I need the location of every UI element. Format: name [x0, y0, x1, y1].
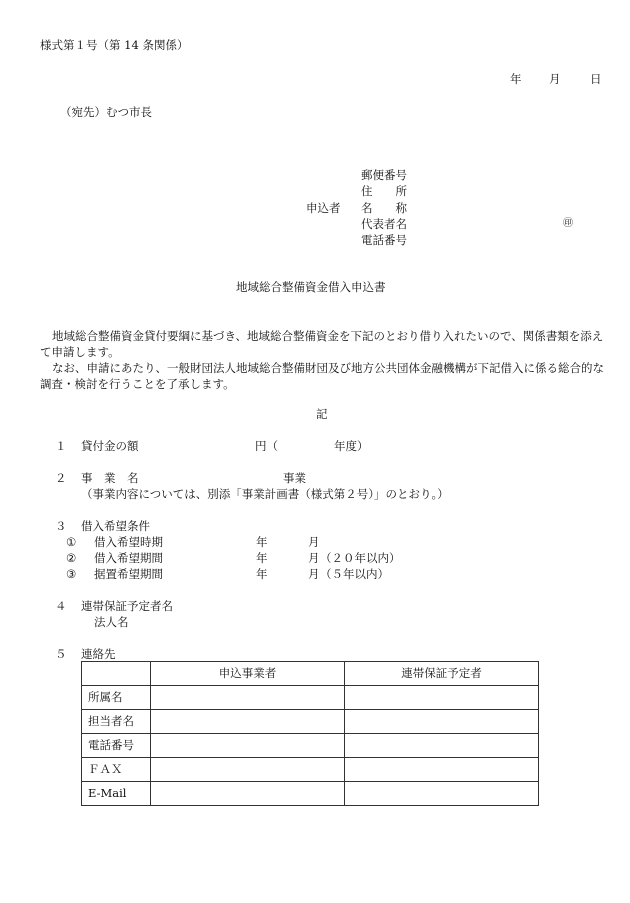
- contact-table: [81, 661, 539, 806]
- cell-applicant-department[interactable]: [151, 686, 345, 710]
- table-row: [82, 686, 539, 710]
- date-month: 月: [549, 72, 561, 86]
- item-2-suffix: 事業: [283, 471, 306, 485]
- row-label-phone: 電話番号: [82, 734, 151, 758]
- row-label-fax: ＦＡＸ: [82, 758, 151, 782]
- item-1-fiscal-year: 年度）: [334, 439, 369, 453]
- condition-year-2: 年: [256, 551, 268, 565]
- condition-month-2: 月: [308, 551, 320, 565]
- cell-guarantor-fax[interactable]: [345, 758, 539, 782]
- table-row: [82, 782, 539, 806]
- item-3-number: ３: [55, 519, 67, 533]
- condition-year-1: 年: [256, 535, 268, 549]
- field-name: 名 称: [361, 201, 407, 215]
- field-postal-code: 郵便番号: [361, 168, 407, 182]
- row-label-email: E-Mail: [82, 782, 151, 806]
- body-paragraph-2: なお、申請にあたり、一般財団法人地域総合整備財団及び地方公共団体金融機構が下記借入に係る総合的な調査・検討を行うことを了承します。: [40, 361, 604, 391]
- field-address: 住 所: [361, 184, 407, 198]
- item-5-label: 連絡先: [81, 647, 116, 661]
- item-2-note: （事業内容については、別添「事業計画書（様式第２号）」のとおり。）: [81, 487, 449, 501]
- item-4-number: ４: [55, 599, 67, 613]
- cell-applicant-email[interactable]: [151, 782, 345, 806]
- cell-applicant-fax[interactable]: [151, 758, 345, 782]
- ki-label: 記: [316, 407, 328, 421]
- contact-header-row: [82, 662, 539, 686]
- body-paragraph-1: 地域総合整備資金貸付要綱に基づき、地域総合整備資金を下記のとおり借り入れたいので、関係書類を添えて申請します。: [40, 329, 604, 359]
- condition-month-1: 月: [308, 535, 320, 549]
- item-5-number: ５: [55, 647, 67, 661]
- condition-month-3: 月: [308, 567, 320, 581]
- condition-mark-2: ②: [66, 551, 77, 565]
- form-number: 様式第１号（第 14 条関係）: [40, 38, 189, 52]
- contact-header-applicant: 申込事業者: [151, 662, 345, 686]
- contact-header-guarantor: 連帯保証予定者: [345, 662, 539, 686]
- row-label-person: 担当者名: [82, 710, 151, 734]
- row-label-department: 所属名: [82, 686, 151, 710]
- table-row: [82, 758, 539, 782]
- item-1-number: １: [55, 439, 67, 453]
- condition-note-3: （５年以内）: [320, 567, 389, 581]
- table-row: [82, 710, 539, 734]
- condition-note-2: （２０年以内）: [320, 551, 401, 565]
- item-4-corporate-name: 法人名: [94, 615, 129, 629]
- item-2-number: ２: [55, 471, 67, 485]
- item-2-label: 事 業 名: [81, 471, 139, 485]
- condition-label-2: 借入希望期間: [94, 551, 163, 565]
- condition-mark-1: ①: [66, 535, 77, 549]
- contact-header-blank: [82, 662, 151, 686]
- table-row: [82, 734, 539, 758]
- condition-label-1: 借入希望時期: [94, 535, 163, 549]
- condition-year-3: 年: [256, 567, 268, 581]
- item-1-label: 貸付金の額: [81, 439, 139, 453]
- cell-guarantor-department[interactable]: [345, 686, 539, 710]
- cell-applicant-person[interactable]: [151, 710, 345, 734]
- cell-applicant-phone[interactable]: [151, 734, 345, 758]
- item-3-label: 借入希望条件: [81, 519, 150, 533]
- applicant-label: 申込者: [306, 201, 341, 215]
- addressee: （宛先）むつ市長: [60, 105, 152, 119]
- condition-label-3: 据置希望期間: [94, 567, 163, 581]
- seal-mark: ㊞: [563, 218, 573, 229]
- field-representative: 代表者名: [361, 217, 407, 231]
- cell-guarantor-person[interactable]: [345, 710, 539, 734]
- cell-guarantor-phone[interactable]: [345, 734, 539, 758]
- item-4-label: 連帯保証予定者名: [81, 599, 173, 613]
- date-day: 日: [590, 72, 602, 86]
- field-phone: 電話番号: [361, 233, 407, 247]
- cell-guarantor-email[interactable]: [345, 782, 539, 806]
- document-title: 地域総合整備資金借入申込書: [236, 280, 386, 294]
- date-year: 年: [510, 72, 522, 86]
- condition-mark-3: ③: [66, 567, 77, 581]
- item-1-yen: 円（: [255, 439, 278, 453]
